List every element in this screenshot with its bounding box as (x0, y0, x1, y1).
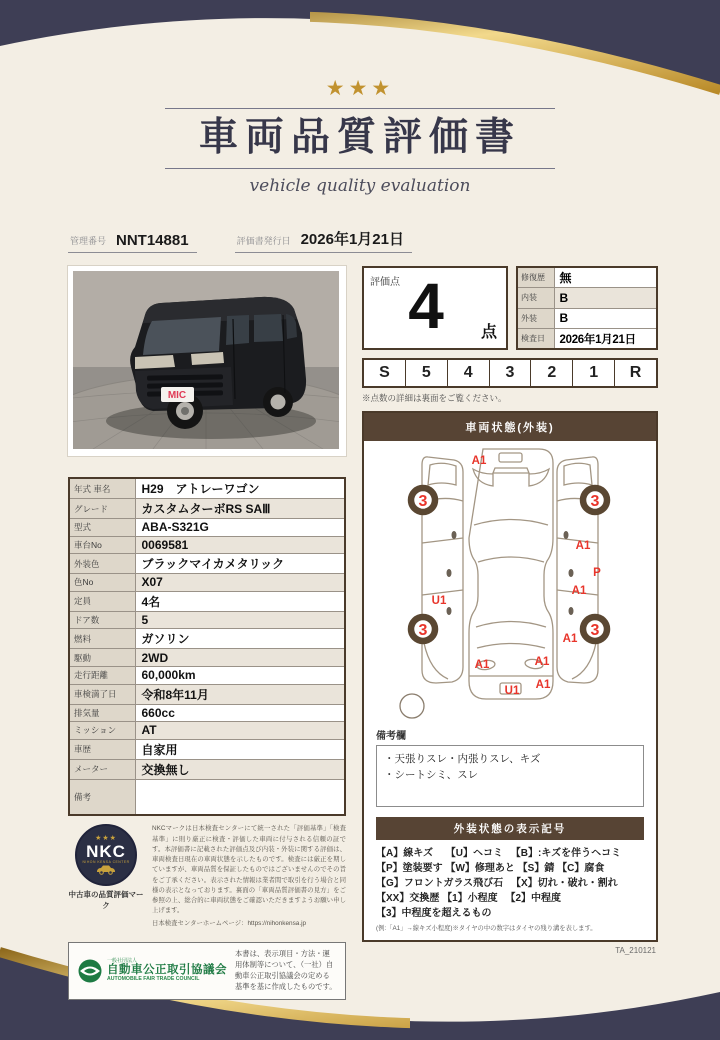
spec-value: H29 アトレーワゴン (135, 478, 345, 499)
damage-mark: U1 (431, 595, 447, 607)
table-row (69, 611, 345, 629)
fair-trade-corp-type: 一般社団法人 (107, 957, 138, 964)
score-row (362, 266, 658, 350)
table-row (69, 704, 345, 722)
legend-line: 【XX】交換歴 【1】小程度 【2】中程度 (376, 893, 562, 904)
damage-mark: U1 (504, 685, 520, 697)
spec-label: メーター (69, 759, 135, 779)
table-row (69, 478, 345, 499)
left-column (68, 266, 346, 1000)
management-number (68, 228, 197, 253)
table-row (69, 554, 345, 574)
score-unit: 点 (480, 324, 497, 341)
table-row (69, 722, 345, 740)
sheet-code: TA_210121 (615, 946, 656, 955)
spec-label: 色No (69, 574, 135, 592)
tire-depth-value: 3 (418, 622, 428, 639)
nkc-description (152, 824, 346, 929)
right-column (362, 266, 658, 955)
spec-value: 2WD (135, 649, 345, 667)
condition-panel (362, 411, 658, 942)
fair-trade-icon (77, 958, 103, 984)
spec-value: 自家用 (135, 739, 345, 759)
fair-trade-name-en: AUTOMOBILE FAIR TRADE COUNCIL (107, 975, 200, 982)
nkc-logo-stars: ★★★ (95, 835, 117, 843)
grade-cell: 3 (490, 360, 532, 386)
status-table (516, 266, 658, 350)
vehicle-photo-image (73, 271, 339, 449)
tire-depth-value: 3 (418, 493, 428, 510)
spec-value: X07 (135, 574, 345, 592)
remarks-line: ・天張りスレ・内張りスレ、キズ (384, 753, 541, 765)
score-box (362, 266, 508, 350)
table-row (517, 329, 657, 350)
spec-value: ガソリン (135, 629, 345, 649)
spec-value: 0069581 (135, 536, 345, 554)
spec-label: 備考 (69, 779, 135, 815)
spec-value: 60,000km (135, 666, 345, 684)
table-row (69, 684, 345, 704)
spec-label: 外装色 (69, 554, 135, 574)
damage-mark: A1 (575, 540, 591, 552)
fair-trade-logo (77, 958, 227, 984)
table-row (69, 649, 345, 667)
grade-scale (362, 358, 658, 388)
nkc-logo-text: NKC (86, 842, 126, 862)
table-row (69, 536, 345, 554)
damage-mark: A1 (571, 585, 587, 597)
grade-cell: 2 (531, 360, 573, 386)
nkc-caption: 中古車の品質評価マーク (68, 890, 144, 910)
issue-date-value: 2026年1月21日 (300, 231, 404, 248)
legend-line: 【P】塗装要す 【W】修理あと 【S】錆 【C】腐食 (376, 863, 605, 874)
fair-trade-box (68, 942, 346, 1000)
status-label: 修復歴 (517, 267, 554, 288)
header-rule-top (165, 108, 555, 109)
score-label: 評価点 (370, 277, 400, 288)
issue-date (235, 228, 412, 253)
legend-line: 【3】中程度を超えるもの (376, 908, 492, 919)
spec-label: 定員 (69, 591, 135, 611)
remarks-box (376, 745, 644, 807)
legend-line: 【G】フロントガラス飛び石 【X】切れ・破れ・割れ (376, 878, 618, 889)
damage-mark: A1 (535, 679, 551, 691)
remarks-label: 備考欄 (376, 731, 406, 742)
table-row (69, 739, 345, 759)
nkc-logo-subtext: NIHON KENSA CENTER (82, 860, 130, 865)
header-rule-bottom (165, 168, 555, 169)
spec-value: カスタムターボRS SAⅢ (135, 499, 345, 519)
spec-value: 交換無し (135, 759, 345, 779)
legend-line: 【A】線キズ 【U】ヘコミ 【B】:キズを伴うヘコミ (376, 848, 622, 859)
tire-depth-value: 3 (590, 622, 600, 639)
score-value: 4 (408, 270, 444, 342)
spec-table (68, 477, 346, 816)
damage-mark: A1 (562, 633, 578, 645)
issue-date-label: 評価書発行日 (236, 236, 291, 246)
damage-mark: P (593, 567, 601, 579)
spec-value (135, 779, 345, 815)
legend (376, 846, 644, 932)
score-note: ※点数の詳細は裏面をご覧ください。 (362, 393, 507, 403)
status-label: 外装 (517, 308, 554, 329)
spec-label: 燃料 (69, 629, 135, 649)
table-row (69, 779, 345, 815)
table-row (69, 666, 345, 684)
table-row (517, 308, 657, 329)
table-row (69, 574, 345, 592)
spec-value: AT (135, 722, 345, 740)
damage-mark: A1 (471, 455, 487, 467)
grade-cell: 4 (448, 360, 490, 386)
spec-value: ブラックマイカメタリック (135, 554, 345, 574)
vehicle-photo (68, 266, 346, 456)
nkc-logo (68, 824, 144, 929)
car-icon (95, 864, 117, 875)
damage-mark: A1 (474, 659, 490, 671)
spec-label: 走行距離 (69, 666, 135, 684)
svg-text:MIC: MIC (167, 390, 187, 401)
vehicle-damage-diagram (366, 443, 654, 725)
table-row (69, 629, 345, 649)
status-value: B (554, 288, 657, 309)
nkc-homepage-url: 日本検査センターホームページ：https://nihonkensa.jp (152, 919, 307, 927)
damage-mark: A1 (534, 656, 550, 668)
status-label: 内装 (517, 288, 554, 309)
table-row (69, 591, 345, 611)
page-title: 車両品質評価書 (198, 116, 521, 159)
spec-label: グレード (69, 499, 135, 519)
spec-label: 車台No (69, 536, 135, 554)
grade-cell: 1 (573, 360, 615, 386)
table-row (69, 759, 345, 779)
nkc-logo-icon (75, 824, 137, 886)
spec-label: 車検満了日 (69, 684, 135, 704)
table-row (517, 267, 657, 288)
spec-label: 年式 車名 (69, 478, 135, 499)
spec-value: 4名 (135, 591, 345, 611)
fair-trade-text: 本書は、表示項目・方法・運用体制等について、（一社）自動車公正取引協議会の定める基準を基に作成したものです。 (235, 948, 337, 991)
spec-label: 排気量 (69, 704, 135, 722)
spec-label: ミッション (69, 722, 135, 740)
legend-note: (例:「A1」→線キズ小程度)※タイヤの中の数字はタイヤの残り溝を表します。 (376, 925, 597, 932)
spec-value: 5 (135, 611, 345, 629)
fair-trade-name: 自動車公正取引協議会 (107, 964, 227, 977)
status-value: 無 (554, 267, 657, 288)
header (0, 76, 720, 196)
status-value: B (554, 308, 657, 329)
table-row (517, 288, 657, 309)
spec-label: ドア数 (69, 611, 135, 629)
grade-cell: R (629, 364, 642, 381)
spec-label: 駆動 (69, 649, 135, 667)
spec-value: ABA-S321G (135, 519, 345, 537)
header-stars: ★★★ (325, 77, 395, 100)
meta-row (68, 228, 412, 253)
table-row (69, 519, 345, 537)
nkc-description-body: NKCマークは日本検査センターにて統一された「評価基準」「検査基準」に則り厳正に検査・評価した車両に付与される信頼の証です。本評価書に記載された評価点及び内装・外装に関する評価は、車両検査日現在の車両状態を示したものです。検査には厳正を期していますが、車両品質を保証したものではございませんのでその旨をご了承ください。表示された情報は業者間で取引を行う場合と同様の表示となっております。裏面の「車両品質評価書の見方」をご参照の上、総合的に車両状態をご確認いただきますようお願い申し上げます。 (152, 825, 346, 915)
spec-label: 車歴 (69, 739, 135, 759)
legend-header: 外装状態の表示記号 (376, 817, 644, 840)
remarks-line: ・シートシミ、スレ (384, 769, 479, 782)
spec-value: 令和8年11月 (135, 684, 345, 704)
table-row (69, 499, 345, 519)
status-value: 2026年1月21日 (554, 329, 657, 350)
nkc-section (68, 824, 346, 929)
management-number-value: NNT14881 (116, 232, 189, 249)
page-subtitle: vehicle quality evaluation (249, 175, 471, 196)
grade-cell: S (364, 360, 406, 386)
condition-panel-header: 車両状態(外装) (364, 413, 656, 441)
status-label: 検査日 (517, 329, 554, 350)
spec-label: 型式 (69, 519, 135, 537)
grade-cell: 5 (406, 360, 448, 386)
spec-value: 660cc (135, 704, 345, 722)
management-number-label: 管理番号 (70, 236, 107, 246)
tire-depth-value: 3 (590, 493, 600, 510)
